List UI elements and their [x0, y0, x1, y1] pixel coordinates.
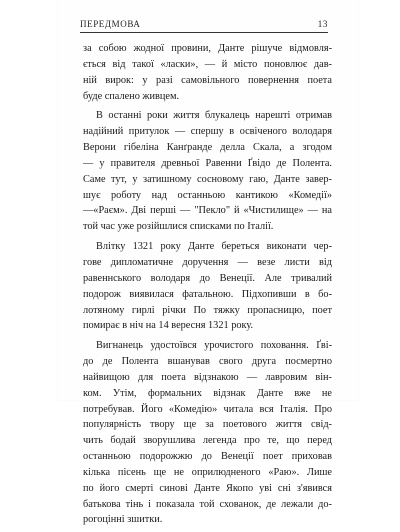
text-line: ній вирок: у разі самовільного повернення поета — [83, 74, 332, 86]
text-line: подорож виявилася фатальною. Підхопивши в бо- — [83, 288, 332, 300]
text-line: потребував. Його «Комедію» читала вся Італія. Про — [83, 403, 332, 415]
text-line: Влітку 1321 року Данте береться виконати чер- — [96, 241, 332, 253]
text-line: шує роботу над останньою кантикою «Комедії» — [83, 189, 332, 201]
text-line: равеннського володаря до Венеції. Але тривалий — [83, 272, 332, 284]
paragraph — [83, 108, 332, 235]
text-line: гове дипломатичне доручення — везе листи від — [83, 256, 332, 268]
text-line: буде спалено живцем. — [83, 90, 180, 102]
page-body — [83, 41, 332, 532]
book-page — [58, 0, 358, 526]
text-line: лотяному гирлі річки По тяжку пропасницю, поет — [83, 304, 332, 316]
text-line: популярність твору ще за поетового життя свід- — [83, 419, 332, 431]
text-line: Вигнанець удостоївся урочистого поховання. Ґві- — [96, 340, 332, 352]
text-line: найвищою для поета відзнакою — лавровим він- — [83, 371, 332, 383]
text-line: останньою подорожжю до Венеції поет приховав — [83, 451, 332, 463]
text-line: за собою жодної провини, Данте рішуче відмовля- — [83, 43, 332, 54]
text-line: ється від такої «ласки», — й місто поновлює дав- — [83, 58, 332, 70]
header-title: ПЕРЕДМОВА — [80, 19, 141, 29]
text-line: кілька пісень ще не оприлюдненого «Раю». Лише — [83, 466, 332, 478]
text-line: Верони гібеліна Канґранде делла Скала, а згодом — [83, 142, 332, 154]
text-line: В останні роки життя блукалець нарешті отримав — [96, 110, 332, 122]
text-line: рогоцінні зшитки. — [83, 514, 163, 526]
text-line: той час уже розійшлися списками по Італії. — [83, 221, 274, 233]
text-line: ком. Утім, формальних відзнак Данте вже не — [83, 387, 332, 399]
paragraph — [83, 41, 332, 104]
paragraph — [83, 338, 332, 528]
page-number: 13 — [317, 19, 328, 29]
text-line: Саме тут, у затишному сосновому гаю, Данте завер- — [83, 173, 332, 185]
paragraph — [83, 239, 332, 334]
text-line: до де Полента вшанував свого друга посмертно — [83, 356, 332, 368]
text-line: по його смерті синові Данте Якопо уві сні з'явився — [83, 482, 332, 494]
text-line: —«Раєм». Дві перші — "Пекло" й «Чистилище» — на — [83, 205, 332, 217]
running-header — [80, 18, 328, 33]
text-line: надійний притулок — спершу в освіченого володаря — [83, 126, 332, 138]
text-line: чить бодай зворушлива легенда про те, що перед — [83, 435, 332, 447]
text-line: — у правителя древньої Равенни Ґвідо де Полента. — [83, 157, 332, 169]
text-line: батькова тінь і показала той схованок, де лежали до- — [83, 498, 332, 510]
text-line: помирає в ніч на 14 вересня 1321 року. — [83, 320, 254, 332]
